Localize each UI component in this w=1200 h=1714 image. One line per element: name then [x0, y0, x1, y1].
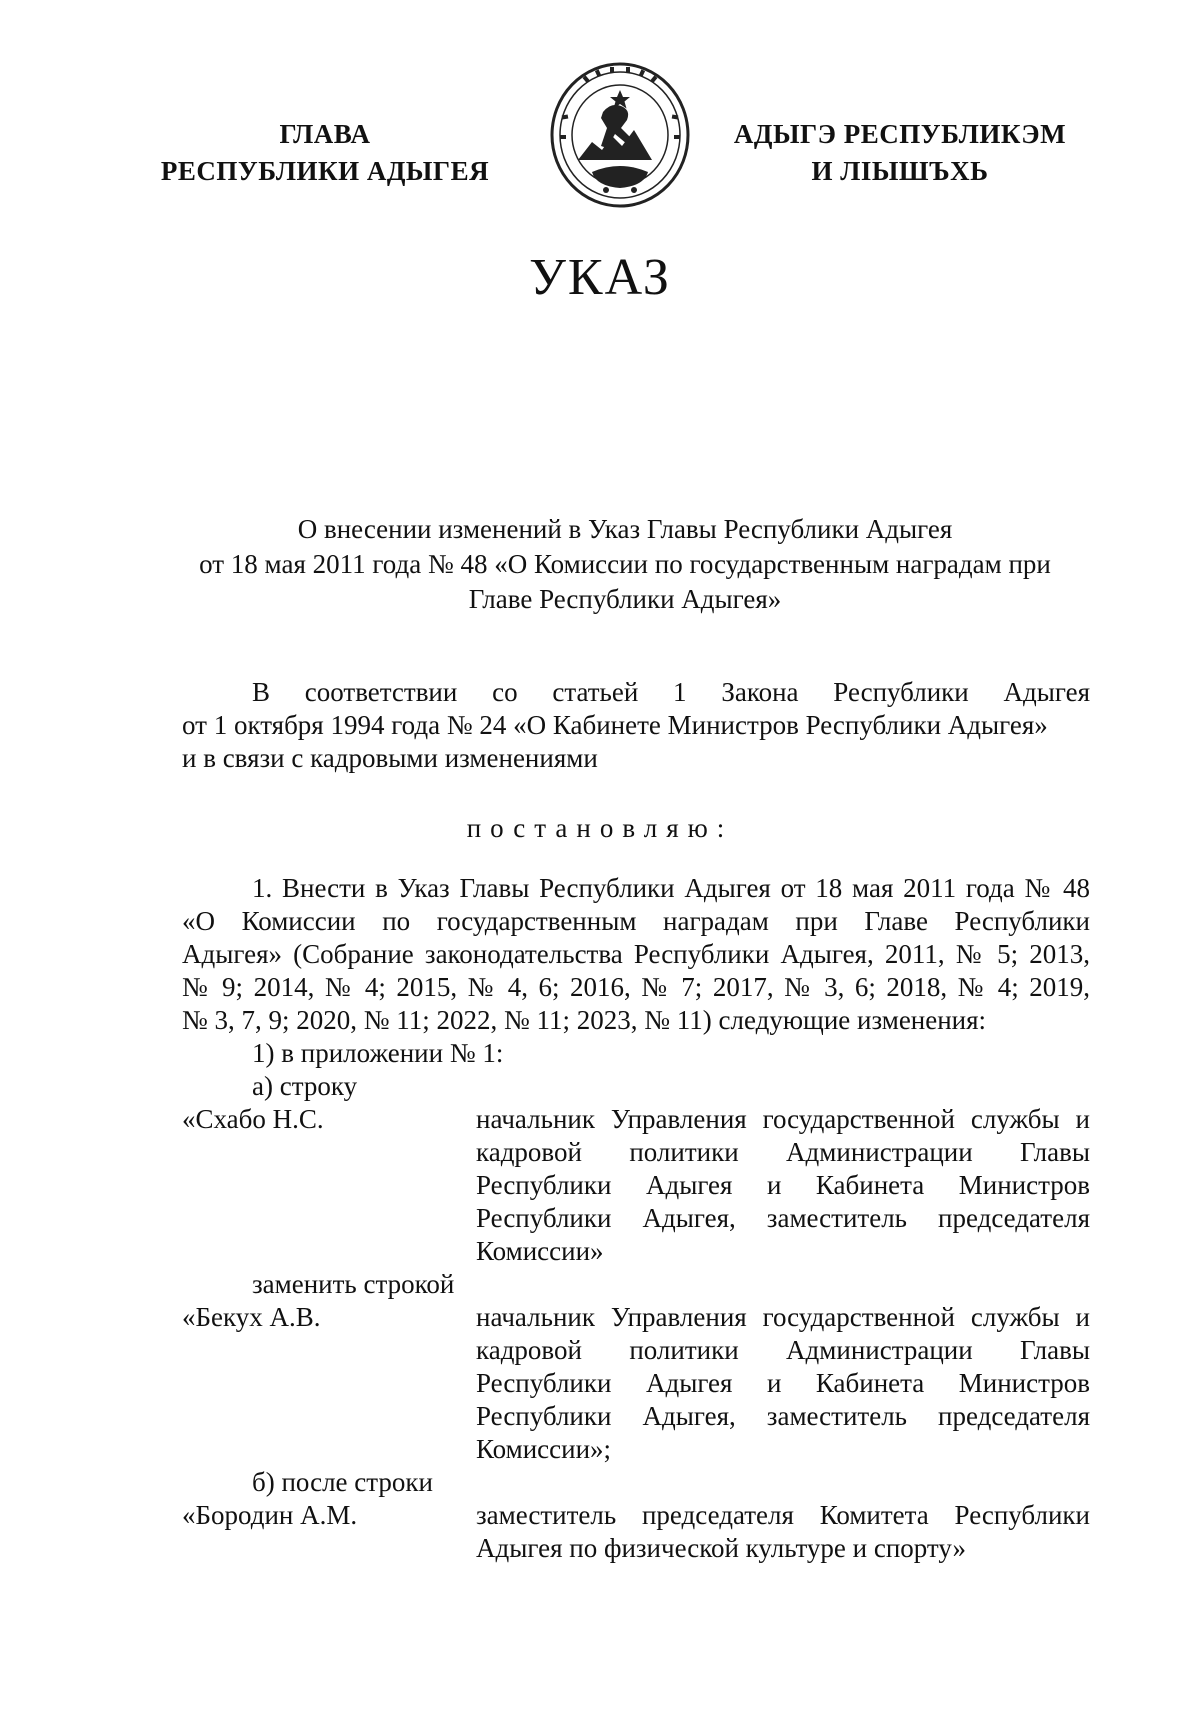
item-1-line: 1. Внести в Указ Главы Республики Адыгея от 18 мая 2011 года № 48 [252, 873, 1090, 903]
row-old-desc-line: Республики Адыгея и Кабинета Министров [476, 1170, 1090, 1200]
document-subject [160, 512, 1090, 617]
item-1-line: № 9; 2014, № 4; 2015, № 4, 6; 2016, № 7; 2017, № 3, 6; 2018, № 4; 2019, [182, 972, 1090, 1002]
header-left [150, 116, 500, 190]
row-new-name: «Бекух А.В. [182, 1302, 321, 1332]
subject-line: О внесении изменений в Указ Главы Республики Адыгея [297, 514, 953, 544]
row-old-desc-line: Комиссии» [476, 1236, 604, 1266]
row-new-desc-line: начальник Управления государственной службы и [476, 1302, 1090, 1332]
replace-label: заменить строкой [252, 1269, 455, 1299]
header-left-line2: РЕСПУБЛИКИ АДЫГЕЯ [160, 156, 490, 186]
row-new-desc-line: кадровой политики Администрации Главы [476, 1335, 1090, 1365]
header-left-line1: ГЛАВА [279, 119, 371, 149]
row-after-desc [476, 1499, 1090, 1565]
item-1 [182, 872, 1090, 1037]
row-old-desc-line: кадровой политики Администрации Главы [476, 1137, 1090, 1167]
header-right-line1: АДЫГЭ РЕСПУБЛИКЭМ [733, 119, 1067, 149]
row-after-name: «Бородин А.М. [182, 1500, 358, 1530]
republic-of-adygea-emblem-icon [548, 60, 692, 210]
item-1-line: «О Комиссии по государственным наградам при Главе Республики [182, 906, 1090, 936]
subitem-1: 1) в приложении № 1: [252, 1038, 504, 1068]
subject-line: от 18 мая 2011 года № 48 «О Комиссии по государственным наградам при [199, 549, 1051, 579]
item-1-line: № 3, 7, 9; 2020, № 11; 2022, № 11; 2023, № 11) следующие изменения: [182, 1005, 987, 1035]
row-old-desc-line: Республики Адыгея, заместитель председателя [476, 1203, 1090, 1233]
row-old-name: «Схабо Н.С. [182, 1104, 324, 1134]
subitem-b: б) после строки [252, 1467, 433, 1497]
row-old-desc [476, 1103, 1090, 1268]
preamble-line: и в связи с кадровыми изменениями [182, 743, 598, 773]
preamble-line: от 1 октября 1994 года № 24 «О Кабинете Министров Республики Адыгея» [182, 710, 1048, 740]
header-right [725, 116, 1075, 190]
preamble [182, 676, 1090, 775]
row-new-desc-line: Республики Адыгея и Кабинета Министров [476, 1368, 1090, 1398]
preamble-line: В соответствии со статьей 1 Закона Республики Адыгея [252, 677, 1090, 707]
row-new-desc-line: Комиссии»; [476, 1434, 612, 1464]
row-after-desc-line: заместитель председателя Комитета Республики [476, 1500, 1090, 1530]
subject-line: Главе Республики Адыгея» [468, 584, 782, 614]
row-new-desc-line: Республики Адыгея, заместитель председателя [476, 1401, 1090, 1431]
header-right-line2: И ЛІЫШЪХЬ [811, 156, 989, 186]
item-1-line: Адыгея» (Собрание законодательства Республики Адыгея, 2011, № 5; 2013, [182, 939, 1090, 969]
subitem-a: а) строку [252, 1071, 358, 1101]
row-after-desc-line: Адыгея по физической культуре и спорту» [476, 1533, 967, 1563]
document-title: УКАЗ [529, 249, 671, 306]
row-old-desc-line: начальник Управления государственной службы и [476, 1104, 1090, 1134]
row-new-desc [476, 1301, 1090, 1466]
decree-word: постановляю: [466, 813, 734, 843]
